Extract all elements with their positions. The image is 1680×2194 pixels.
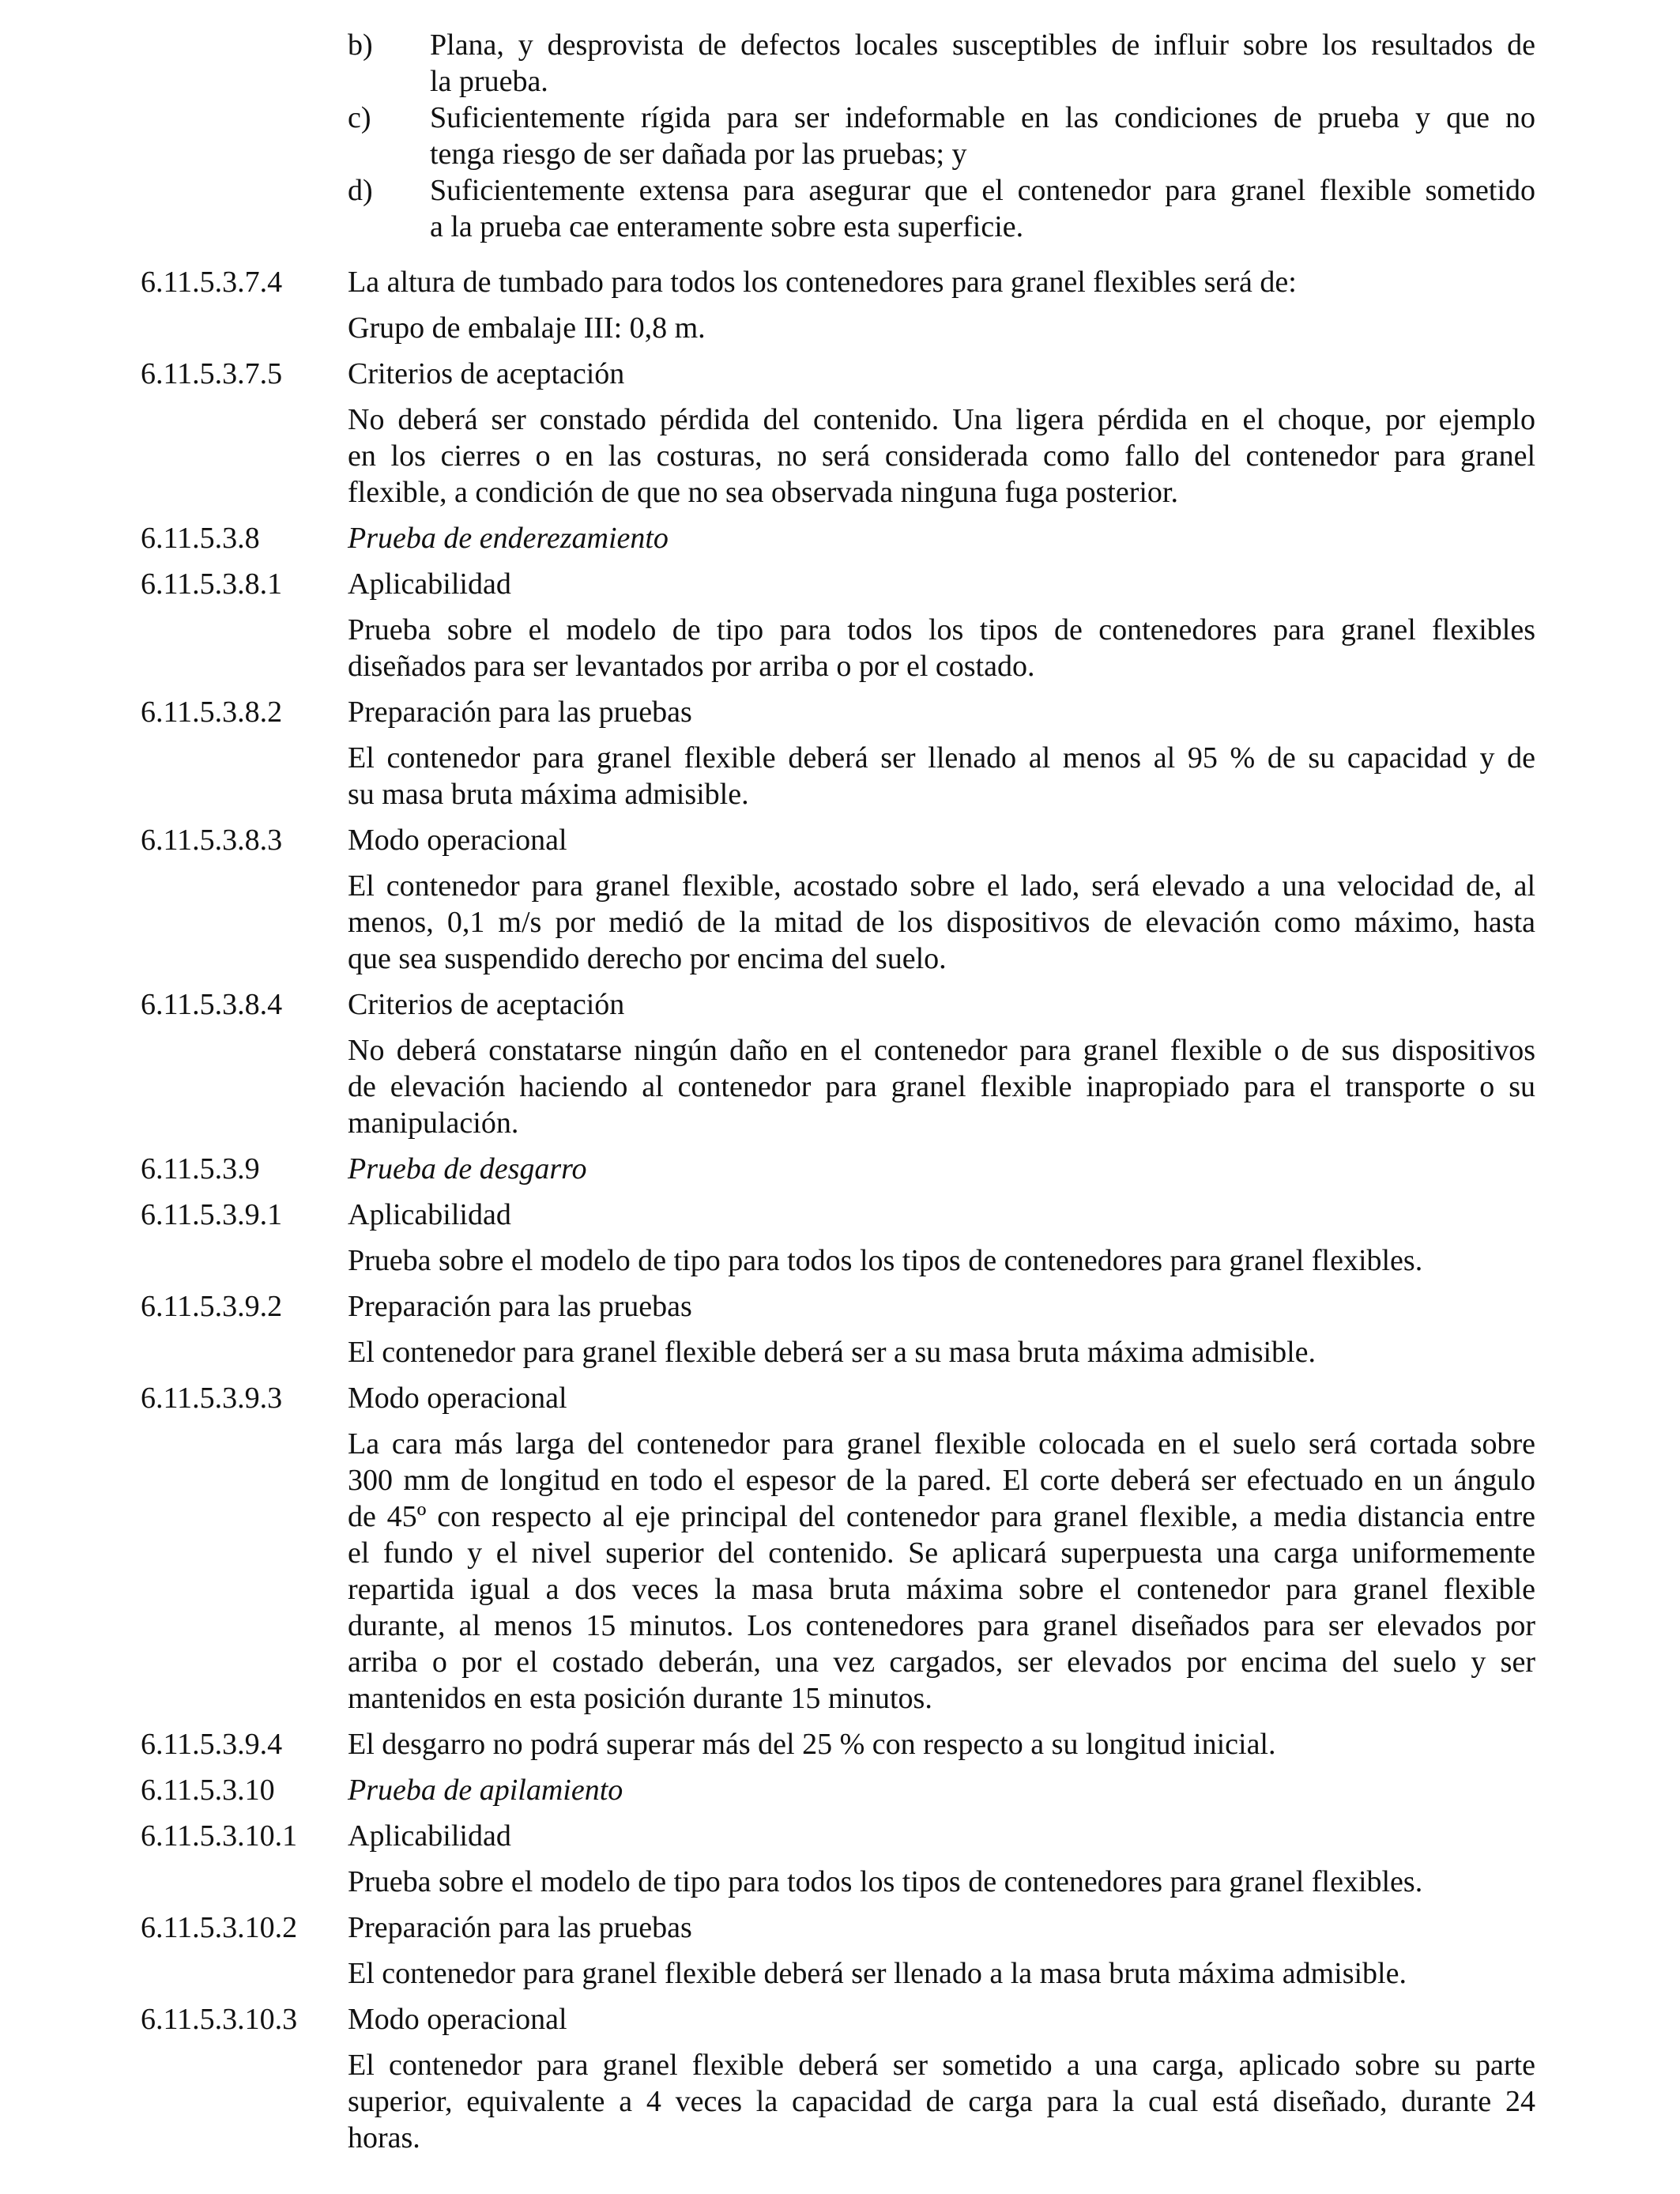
section-title: Aplicabilidad [348,1198,511,1231]
section-heading: Prueba de enderezamiento [348,522,669,555]
section-heading: Prueba de desgarro [348,1152,587,1186]
section-number: 6.11.5.3.9.2 [141,1290,283,1323]
list-item-line: la prueba. [430,65,548,98]
section-body-line: La cara más larga del contenedor para granel flexible colocada en el suelo será cortada sobre [348,1427,1535,1461]
section-body-line: durante, al menos 15 minutos. Los contenedores para granel diseñados para ser elevados por [348,1609,1535,1642]
section-title: Modo operacional [348,824,567,857]
section-body-line: en los cierres o en las costuras, no será considerada como fallo del contenedor para granel [348,439,1535,473]
section-title: Aplicabilidad [348,567,511,601]
section-body-line: No deberá ser constado pérdida del contenido. Una ligera pérdida en el choque, por ejemplo [348,403,1535,436]
section-title: Criterios de aceptación [348,988,625,1021]
list-item-line: Suficientemente extensa para asegurar que el contenedor para granel flexible sometido [430,174,1535,207]
section-number: 6.11.5.3.9.3 [141,1382,283,1415]
list-item-line: Suficientemente rígida para ser indeformable en las condiciones de prueba y que no [430,101,1535,134]
section-heading: Prueba de apilamiento [348,1774,623,1807]
list-marker: d) [348,174,373,207]
section-body-line: menos, 0,1 m/s por medió de la mitad de los dispositivos de elevación como máximo, hasta [348,906,1535,939]
section-body-line: mantenidos en esta posición durante 15 minutos. [348,1682,932,1715]
section-number: 6.11.5.3.10.2 [141,1911,298,1944]
section-number: 6.11.5.3.9.1 [141,1198,283,1231]
section-title: El desgarro no podrá superar más del 25 % con respecto a su longitud inicial. [348,1728,1276,1761]
list-marker: c) [348,101,371,134]
section-number: 6.11.5.3.8.4 [141,988,283,1021]
section-title: Modo operacional [348,1382,567,1415]
section-number: 6.11.5.3.8 [141,522,260,555]
section-number: 6.11.5.3.7.4 [141,266,283,299]
section-body-line: el fundo y el nivel superior del contenido. Se aplicará superpuesta una carga uniformemente [348,1536,1535,1570]
section-body-line: El contenedor para granel flexible deberá ser sometido a una carga, aplicado sobre su parte [348,2049,1535,2082]
section-title: Preparación para las pruebas [348,696,692,729]
list-marker: b) [348,28,373,62]
section-number: 6.11.5.3.10.3 [141,2003,298,2036]
section-title: Aplicabilidad [348,1819,511,1853]
list-item-line: tenga riesgo de ser dañada por las pruebas; y [430,138,967,171]
section-body-line: arriba o por el costado deberán, una vez cargados, ser elevados por encima del suelo y ser [348,1646,1535,1679]
section-body-line: superior, equivalente a 4 veces la capacidad de carga para la cual está diseñado, durante 24 [348,2085,1535,2118]
list-item-line: Plana, y desprovista de defectos locales susceptibles de influir sobre los resultados de [430,28,1535,62]
section-number: 6.11.5.3.8.3 [141,824,283,857]
section-body-line: El contenedor para granel flexible deberá ser llenado a la masa bruta máxima admisible. [348,1957,1407,1990]
section-title: Criterios de aceptación [348,357,625,390]
section-body-line: 300 mm de longitud en todo el espesor de la pared. El corte deberá ser efectuado en un ángulo [348,1464,1535,1497]
section-number: 6.11.5.3.10.1 [141,1819,298,1853]
section-title: Preparación para las pruebas [348,1290,692,1323]
section-body-line: El contenedor para granel flexible deberá ser a su masa bruta máxima admisible. [348,1336,1316,1369]
section-body-line: Prueba sobre el modelo de tipo para todos los tipos de contenedores para granel flexibles. [348,1244,1423,1277]
section-body-line: El contenedor para granel flexible, acostado sobre el lado, será elevado a una velocidad de, al [348,869,1535,903]
section-number: 6.11.5.3.10 [141,1774,275,1807]
section-body-line: que sea suspendido derecho por encima del suelo. [348,942,947,975]
section-body-line: de 45º con respecto al eje principal del contenedor para granel flexible, a media distancia entre [348,1500,1535,1533]
section-title: Preparación para las pruebas [348,1911,692,1944]
section-body-line: No deberá constatarse ningún daño en el contenedor para granel flexible o de sus dispositivos [348,1034,1535,1067]
section-body-line: diseñados para ser levantados por arriba o por el costado. [348,650,1035,683]
section-body-line: horas. [348,2121,420,2154]
section-body-line: repartida igual a dos veces la masa bruta máxima sobre el contenedor para granel flexible [348,1573,1535,1606]
section-number: 6.11.5.3.9.4 [141,1728,283,1761]
section-body-line: de elevación haciendo al contenedor para granel flexible inapropiado para el transporte o su [348,1070,1535,1103]
section-body-line: Prueba sobre el modelo de tipo para todos los tipos de contenedores para granel flexibles. [348,1865,1423,1898]
section-body-line: Grupo de embalaje III: 0,8 m. [348,311,706,345]
section-number: 6.11.5.3.9 [141,1152,260,1186]
section-body-line: flexible, a condición de que no sea observada ninguna fuga posterior. [348,476,1178,509]
section-body-line: Prueba sobre el modelo de tipo para todos los tipos de contenedores para granel flexibles [348,613,1535,647]
section-number: 6.11.5.3.8.1 [141,567,283,601]
section-number: 6.11.5.3.7.5 [141,357,283,390]
section-title: La altura de tumbado para todos los contenedores para granel flexibles será de: [348,266,1297,299]
section-number: 6.11.5.3.8.2 [141,696,283,729]
section-body-line: manipulación. [348,1106,519,1140]
section-body-line: su masa bruta máxima admisible. [348,778,749,811]
section-title: Modo operacional [348,2003,567,2036]
section-body-line: El contenedor para granel flexible deberá ser llenado al menos al 95 % de su capacidad y de [348,741,1535,775]
list-item-line: a la prueba cae enteramente sobre esta superficie. [430,210,1024,243]
